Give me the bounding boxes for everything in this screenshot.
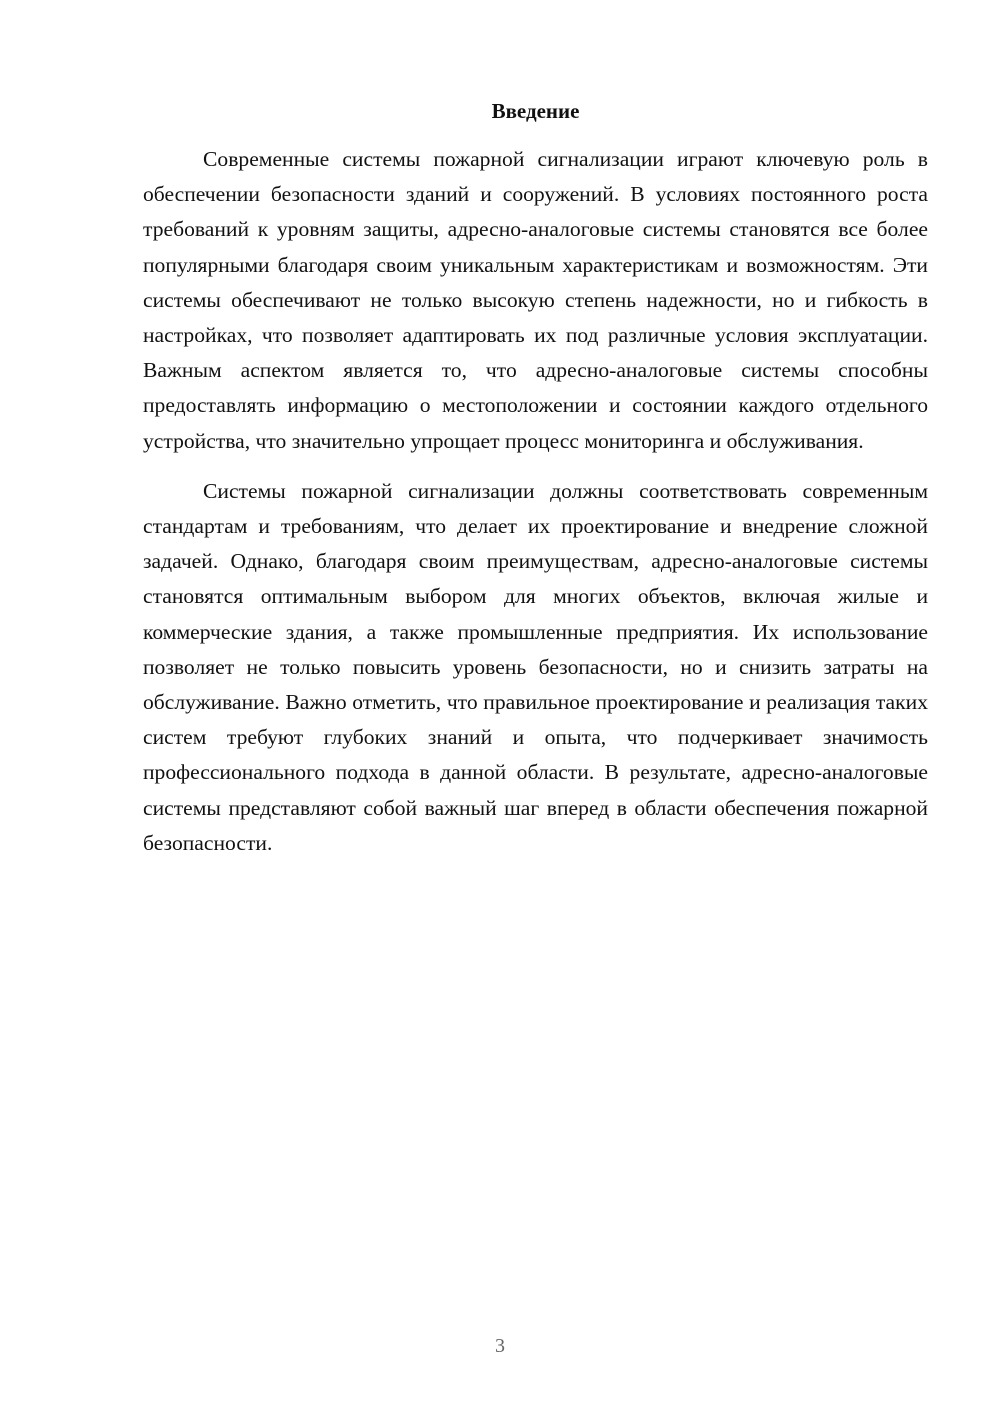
body-text: [143, 142, 928, 861]
section-heading: Введение: [491, 99, 580, 123]
page-number: 3: [495, 1335, 505, 1357]
paragraph-2: Системы пожарной сигнализации должны соответствовать современным стандартам и требованиям, что делает их проектирование и внедрение сложной задачей. Однако, благодаря своим преимуществам, адресно-аналоговые системы становятся оптимальным выбором для многих объектов, включая жилые и коммерческие здания, а также промышленные предприятия. Их использование позволяет не только повысить уровень безопасности, но и снизить затраты на обслуживание. Важно отметить, что правильное проектирование и реализация таких систем требуют глубоких знаний и опыта, что подчеркивает значимость профессионального подхода в данной области. В результате, адресно-аналоговые системы представляют собой важный шаг вперед в области обеспечения пожарной безопасности.: [143, 478, 928, 855]
paragraph-1: Современные системы пожарной сигнализации играют ключевую роль в обеспечении безопасности зданий и сооружений. В условиях постоянного роста требований к уровням защиты, адресно-аналоговые системы становятся все более популярными благодаря своим уникальным характеристикам и возможностям. Эти системы обеспечивают не только высокую степень надежности, но и гибкость в настройках, что позволяет адаптировать их под различные условия эксплуатации. Важным аспектом является то, что адресно-аналоговые системы способны предоставлять информацию о местоположении и состоянии каждого отдельного устройства, что значительно упрощает процесс мониторинга и обслуживания.: [143, 147, 928, 453]
